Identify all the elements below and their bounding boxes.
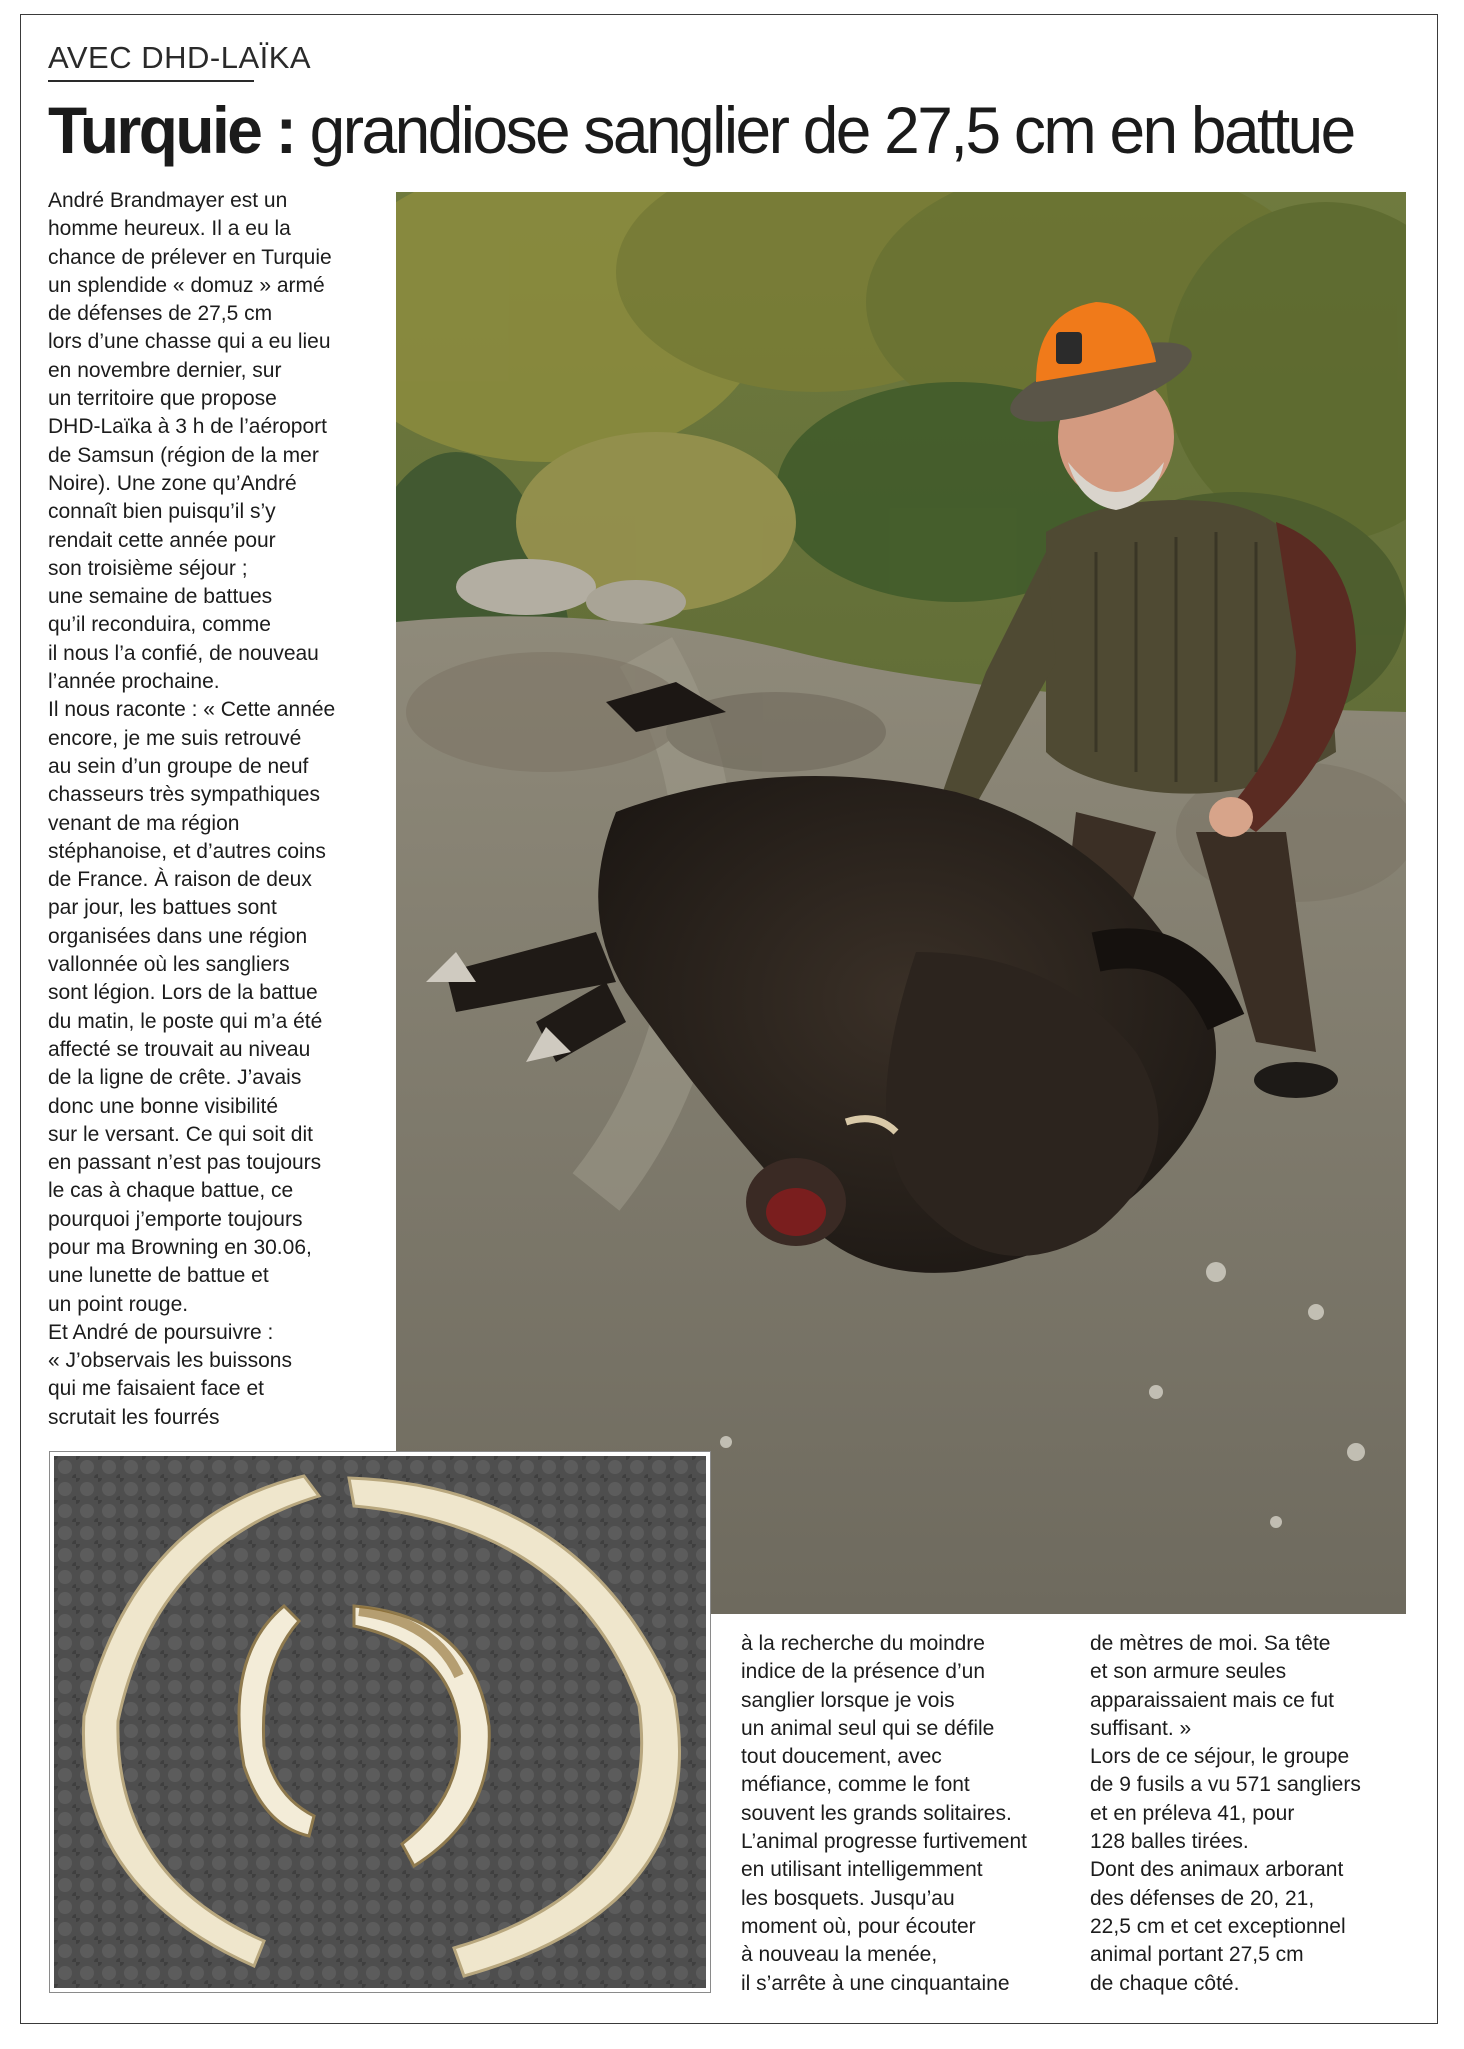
text-line: de France. À raison de deux xyxy=(48,868,312,892)
article-title xyxy=(48,90,1354,170)
text-line: il nous l’a confié, de nouveau xyxy=(48,641,319,665)
article-column-2 xyxy=(741,1630,1076,1998)
text-line: pour ma Browning en 30.06, xyxy=(48,1235,312,1259)
text-line: à nouveau la menée, xyxy=(741,1943,938,1967)
text-line: en utilisant intelligemment xyxy=(741,1858,983,1882)
text-line: les bosquets. Jusqu’au xyxy=(741,1886,955,1910)
text-line: une lunette de battue et xyxy=(48,1264,269,1288)
title-rest: grandiose sanglier de 27,5 cm en battue xyxy=(294,93,1354,167)
text-line: par jour, les battues sont xyxy=(48,896,277,920)
text-line: « J’observais les buissons xyxy=(48,1349,292,1373)
text-line: André Brandmayer est un xyxy=(48,189,288,212)
text-line: Noire). Une zone qu’André xyxy=(48,471,297,495)
text-line: encore, je me suis retrouvé xyxy=(48,726,302,750)
text-line: qu’il reconduira, comme xyxy=(48,613,271,637)
text-line: l’année prochaine. xyxy=(48,670,220,694)
text-line: pourquoi j’emporte toujours xyxy=(48,1207,303,1231)
text-line: de chaque côté. xyxy=(1090,1971,1240,1995)
text-line: de 9 fusils a vu 571 sangliers xyxy=(1090,1773,1361,1797)
text-line: donc une bonne visibilité xyxy=(48,1094,278,1118)
text-line: du matin, le poste qui m’a été xyxy=(48,1009,323,1033)
text-line: affecté se trouvait au niveau xyxy=(48,1037,311,1061)
hunter-with-boar-illustration xyxy=(396,192,1406,1614)
text-line: sur le versant. Ce qui soit dit xyxy=(48,1122,313,1146)
text-line: stéphanoise, et d’autres coins xyxy=(48,839,326,863)
text-line: de la ligne de crête. J’avais xyxy=(48,1066,302,1090)
text-line: suffisant. » xyxy=(1090,1716,1192,1740)
deer-badge-icon xyxy=(1056,332,1082,364)
text-line: de mètres de moi. Sa tête xyxy=(1090,1632,1331,1655)
text-line: animal portant 27,5 cm xyxy=(1090,1943,1304,1967)
text-line: et son armure seules xyxy=(1090,1660,1287,1684)
text-line: chasseurs très sympathiques xyxy=(48,783,320,807)
text-line: DHD-Laïka à 3 h de l’aéroport xyxy=(48,415,327,439)
text-line: indice de la présence d’un xyxy=(741,1660,986,1684)
text-line: 22,5 cm et cet exceptionnel xyxy=(1090,1914,1346,1938)
section-kicker: AVEC DHD-LAÏKA xyxy=(48,40,312,75)
kicker-underline xyxy=(48,80,254,82)
text-line: tout doucement, avec xyxy=(741,1745,942,1769)
text-line: un territoire que propose xyxy=(48,387,277,411)
text-line: en novembre dernier, sur xyxy=(48,358,282,382)
article-column-3 xyxy=(1090,1630,1435,1998)
text-line: chance de prélever en Turquie xyxy=(48,245,332,269)
text-line: à la recherche du moindre xyxy=(741,1632,985,1655)
text-line: Dont des animaux arborant xyxy=(1090,1858,1344,1882)
text-line: lors d’une chasse qui a eu lieu xyxy=(48,330,331,354)
text-line: son troisième séjour ; xyxy=(48,556,248,580)
text-line: un animal seul qui se défile xyxy=(741,1716,995,1740)
text-line: de Samsun (région de la mer xyxy=(48,443,319,467)
text-line: un splendide « domuz » armé xyxy=(48,273,325,297)
text-line: 128 balles tirées. xyxy=(1090,1830,1249,1854)
title-country: Turquie : xyxy=(48,93,295,167)
text-line: une semaine de battues xyxy=(48,585,273,609)
text-line: moment où, pour écouter xyxy=(741,1914,976,1938)
text-line: venant de ma région xyxy=(48,811,240,835)
text-line: Il nous raconte : « Cette année xyxy=(48,698,336,722)
text-line: en passant n’est pas toujours xyxy=(48,1151,322,1175)
text-line: souvent les grands solitaires. xyxy=(741,1801,1012,1825)
text-line: sont légion. Lors de la battue xyxy=(48,981,318,1005)
text-line: rendait cette année pour xyxy=(48,528,276,552)
tusks-illustration xyxy=(54,1456,706,1988)
text-line: il s’arrête à une cinquantaine xyxy=(741,1971,1010,1995)
text-line: et en préleva 41, pour xyxy=(1090,1801,1295,1825)
text-line: organisées dans une région xyxy=(48,924,308,948)
text-line: le cas à chaque battue, ce xyxy=(48,1179,294,1203)
text-line: un point rouge. xyxy=(48,1292,189,1316)
text-line: Et André de poursuivre : xyxy=(48,1320,274,1344)
text-line: au sein d’un groupe de neuf xyxy=(48,754,309,778)
text-line: de défenses de 27,5 cm xyxy=(48,302,273,326)
text-line: sanglier lorsque je vois xyxy=(741,1688,955,1712)
text-line: des défenses de 20, 21, xyxy=(1090,1886,1315,1910)
hunter-with-boar-photo xyxy=(396,192,1406,1614)
tusks-photo xyxy=(50,1452,710,1992)
text-line: scrutait les fourrés xyxy=(48,1405,220,1429)
text-line: homme heureux. Il a eu la xyxy=(48,217,291,241)
text-line: L’animal progresse furtivement xyxy=(741,1830,1027,1854)
text-line: vallonnée où les sangliers xyxy=(48,953,290,977)
text-line: apparaissaient mais ce fut xyxy=(1090,1688,1334,1712)
text-line: qui me faisaient face et xyxy=(48,1377,264,1401)
text-line: connaît bien puisqu’il s’y xyxy=(48,500,276,524)
text-line: méfiance, comme le font xyxy=(741,1773,970,1797)
article-column-1 xyxy=(48,187,400,1432)
text-line: Lors de ce séjour, le groupe xyxy=(1090,1745,1350,1769)
